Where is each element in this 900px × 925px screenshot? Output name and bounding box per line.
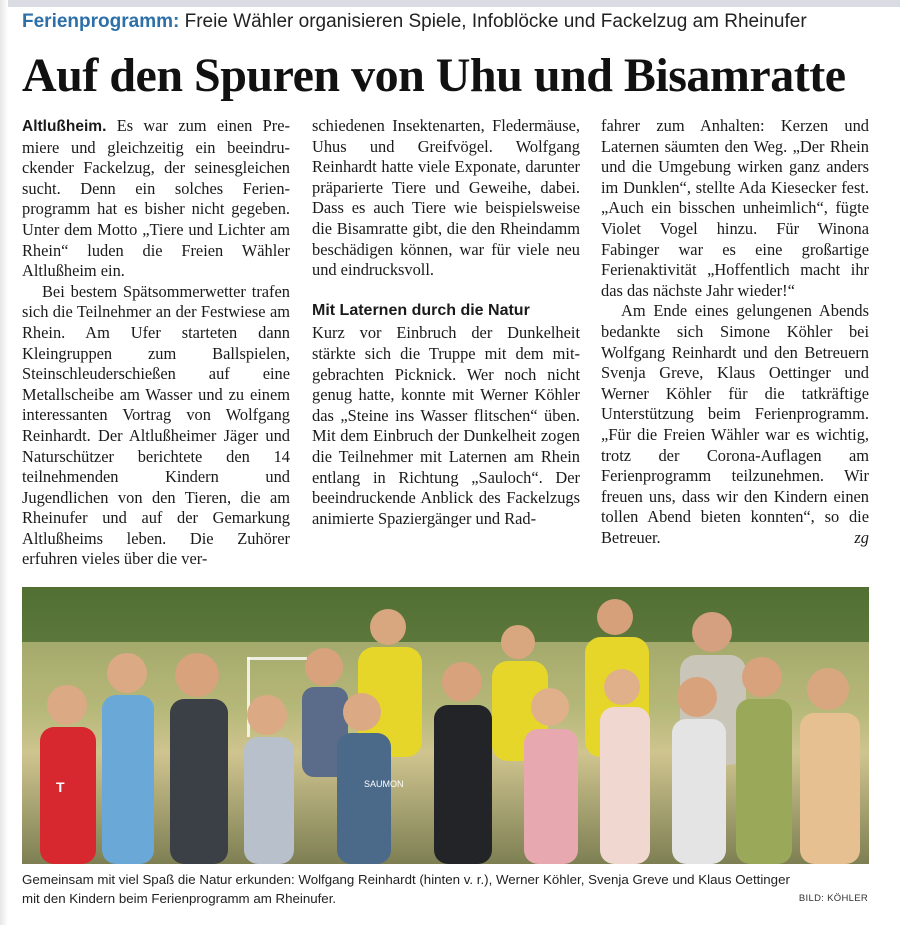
kicker-text: Freie Wähler organisieren Spiele, Infoblöcke und Fackelzug am Rheinufer	[184, 11, 807, 32]
photo-caption	[22, 870, 882, 908]
column-2-paragraph-2: Kurz vor Einbruch der Dunkelheit stärkte sich die Truppe mit dem mitgebrachten Picknick. Wer noch nicht genug hatte, konnte mit Werner Köhler das „Steine ins Wasser flitschen“ üben. Mit dem Einbruch der Dunkelheit zogen die Teilnehmer mit Laternen am Rhein entlang in Richtung „Sauloch“. Der beeindruckende Anblick des Fackelzugs animierte Spaziergänger und Rad-	[312, 323, 580, 528]
article-column-1	[22, 116, 290, 570]
caption-line-1: Gemeinsam mit viel Spaß die Natur erkunden: Wolfgang Reinhardt (hinten v. r.), Werner Köhler, Svenja Greve und Klaus Oettinger	[22, 872, 790, 887]
scan-left-edge	[0, 0, 8, 925]
article-headline: Auf den Spuren von Uhu und Bisamratte	[22, 49, 846, 102]
kicker-line	[22, 9, 882, 35]
author-signature: zg	[854, 527, 869, 547]
photo-credit: BILD: KÖHLER	[798, 893, 868, 904]
column-3-paragraph-2	[601, 301, 869, 548]
column-1-paragraph-2: Bei bestem Spätsommerwetter trafen sich die Teilnehmer an der Festwiese am Rhein. Am Ufer starteten dann Kleingruppen zum Ballspielen, Steinschleuderschießen auf eine Metallscheibe am Wasser und zu einem interessanten Vortrag von Wolfgang Reinhardt. Der Altlußheimer Jäger und Naturschützer berichtete den 14 teilnehmenden Kindern und Jugendlichen von den Tieren, die am Rheinufer und auf der Gemarkung Altlußheims leben. Die Zuhörer erfuhren vieles über die ver-	[22, 281, 290, 569]
article-column-2	[312, 116, 580, 529]
column-3-text-2: Am Ende eines gelungenen Abends bedankte sich Simone Köhler bei Wolfgang Reinhardt und den Betreuern Svenja Greve, Klaus Oettinger und Werner Köhler für die tatkräftige Unterstützung beim Ferienprogramm. „Für die Freien Wähler war es wichtig, trotz der Corona-Auflagen am Ferienprogramm teilzunehmen. Wir freuen uns, dass wir den Kindern einen tollen Abend bieten konnten“, so die Betreuer.	[601, 301, 869, 547]
page-top-strip	[0, 0, 900, 7]
group-photo	[22, 587, 869, 864]
article-column-3	[601, 116, 869, 548]
column-2-paragraph-1: schiedenen Insektenarten, Fledermäuse, Uhus und Greifvögel. Wolfgang Reinhardt hatte viele Exponate, darunter präparierte Tiere und Geweihe, dabei. Dass es auch Tiere wie beispielsweise die Bisamratte gibt, die den Rheindamm beschädigen können, war für viele neu und eindrucksvoll.	[312, 116, 580, 280]
column-1-paragraph-1	[22, 116, 290, 282]
shirt-print: SAUMON	[364, 779, 404, 789]
kicker-label: Ferienprogramm:	[22, 11, 180, 32]
column-3-paragraph-1: fahrer zum Anhalten: Kerzen und Laternen säumten den Weg. „Der Rhein und die Umgebung wirken ganz anders im Dunklen“, stellte Ada Kiesecker fest. „Auch ein bisschen unheimlich“, fügte Violet Vogel hinzu. Für Winona Fabinger war es eine großartige Ferienaktivität „Hoffentlich macht ihr das das nächste Jahr wieder!“	[601, 116, 869, 300]
column-1-text-1: Es war zum einen Premiere und gleichzeitig ein beeindruckender Fackelzug, der seinesgleichen sucht. Denn ein solches Ferienprogramm hat es bisher nicht gegeben. Unter dem Motto „Tiere und Lichter am Rhein“ luden die Freien Wähler Altlußheim ein.	[22, 116, 290, 281]
group-photo-illustration	[22, 587, 869, 864]
goal-bar	[247, 657, 307, 660]
dateline: Altlußheim.	[22, 118, 107, 135]
caption-line-2: mit den Kindern beim Ferienprogramm am Rheinufer.	[22, 891, 337, 906]
section-subheading: Mit Laternen durch die Natur	[312, 301, 530, 319]
treeline	[22, 587, 869, 642]
telekom-logo-t: T	[56, 779, 65, 795]
goal-post	[247, 657, 250, 737]
